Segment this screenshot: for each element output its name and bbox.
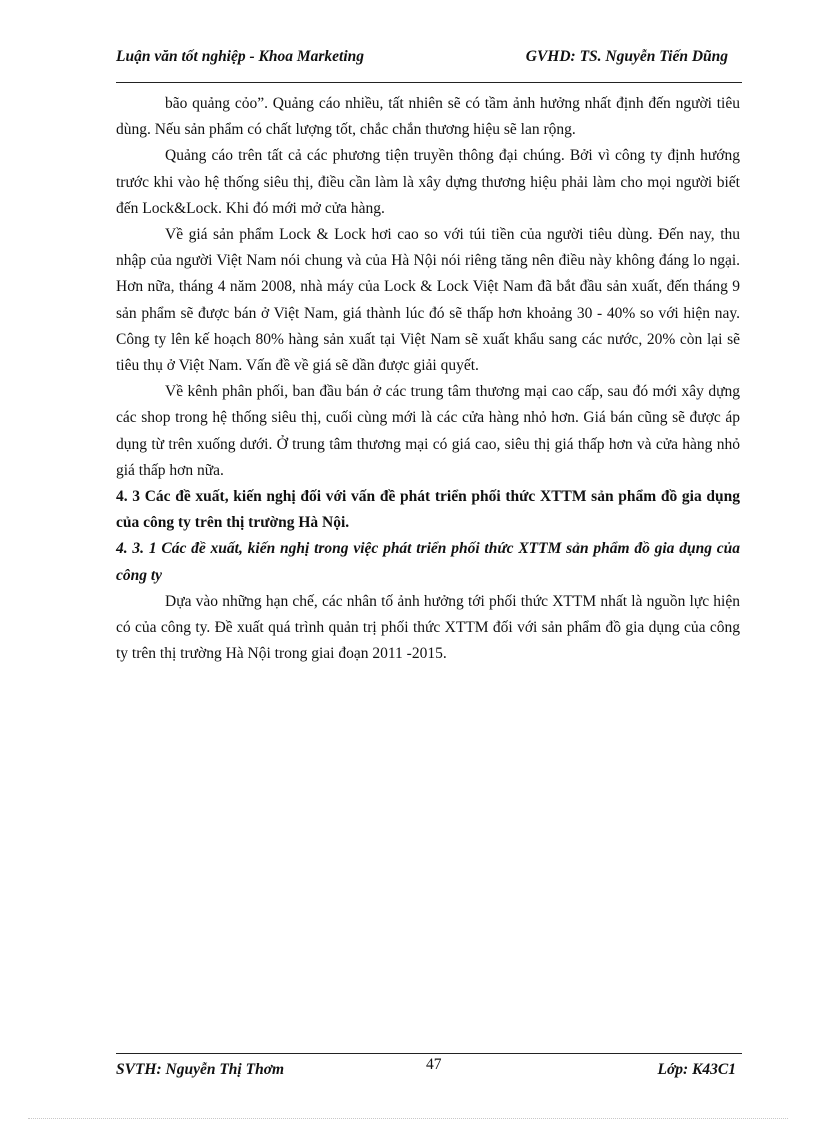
paragraph-pricing: Về giá sản phẩm Lock & Lock hơi cao so với túi tiền của người tiêu dùng. Đến nay, thu nhập của người Việt Nam nói chung và của Hà Nội nói riêng tăng nên điều này không đáng lo ngại. Hơn nữa, tháng 4 năm 2008, nhà máy của Lock & Lock Việt Nam đã bắt đầu sản xuất, đến tháng 9 sản phẩm sẽ được bán ở Việt Nam, giá thành lúc đó sẽ thấp hơn khoảng 30 - 40% so với hiện nay. Công ty lên kế hoạch 80% hàng sản xuất tại Việt Nam sẽ xuất khẩu sang các nước, 20% còn lại sẽ tiêu thụ ở Việt Nam. Vấn đề về giá sẽ dần được giải quyết. [116,226,740,375]
page-body [116,91,740,667]
footer-divider [116,1053,742,1054]
footer-student: SVTH: Nguyễn Thị Thơm [116,1061,285,1078]
paragraph-distribution: Về kênh phân phối, ban đầu bán ở các trung tâm thương mại cao cấp, sau đó mới xây dựng các shop trong hệ thống siêu thị, cuối cùng mới là các cửa hàng nhỏ hơn. Giá bán cũng sẽ được áp dụng từ trên xuống dưới. Ở trung tâm thương mại có giá cao, siêu thị giá thấp hơn và cửa hàng nhỏ giá thấp hơn nữa. [116,383,740,479]
page-header [116,48,742,72]
subsection-heading-4-3-1: 4. 3. 1 Các đề xuất, kiến nghị trong việc phát triển phối thức XTTM sản phẩm đồ gia dụng của công ty [116,540,740,584]
paragraph-mass-media: Quảng cáo trên tất cả các phương tiện truyền thông đại chúng. Bởi vì công ty định hướng trước khi vào hệ thống siêu thị, điều cần làm là xây dựng thương hiệu phải làm cho mọi người biết đến Lock&Lock. Khi đó mới mở cửa hàng. [116,147,740,217]
section-heading-4-3: 4. 3 Các đề xuất, kiến nghị đối với vấn đề phát triển phối thức XTTM sản phẩm đồ gia dụng của công ty trên thị trường Hà Nội. [116,488,740,532]
page-number: 47 [426,1056,442,1073]
page-footer [116,1056,742,1080]
header-divider [116,82,742,83]
page-bottom-border [28,1118,788,1119]
paragraph-advertising-impact: bão quảng cỏo”. Quảng cáo nhiều, tất nhiên sẽ có tầm ảnh hưởng nhất định đến người tiêu dùng. Nếu sản phẩm có chất lượng tốt, chắc chắn thương hiệu sẽ lan rộng. [116,95,740,139]
header-supervisor: GVHD: TS. Nguyễn Tiến Dũng [525,48,728,65]
footer-class: Lớp: K43C1 [657,1061,736,1078]
paragraph-proposals: Dựa vào những hạn chế, các nhân tố ảnh hưởng tới phối thức XTTM nhất là nguồn lực hiện có của công ty. Đề xuất quá trình quản trị phối thức XTTM đối với sản phẩm đồ gia dụng của công ty trên thị trường Hà Nội trong giai đoạn 2011 -2015. [116,592,740,663]
header-thesis-title: Luận văn tốt nghiệp - Khoa Marketing [116,48,365,65]
